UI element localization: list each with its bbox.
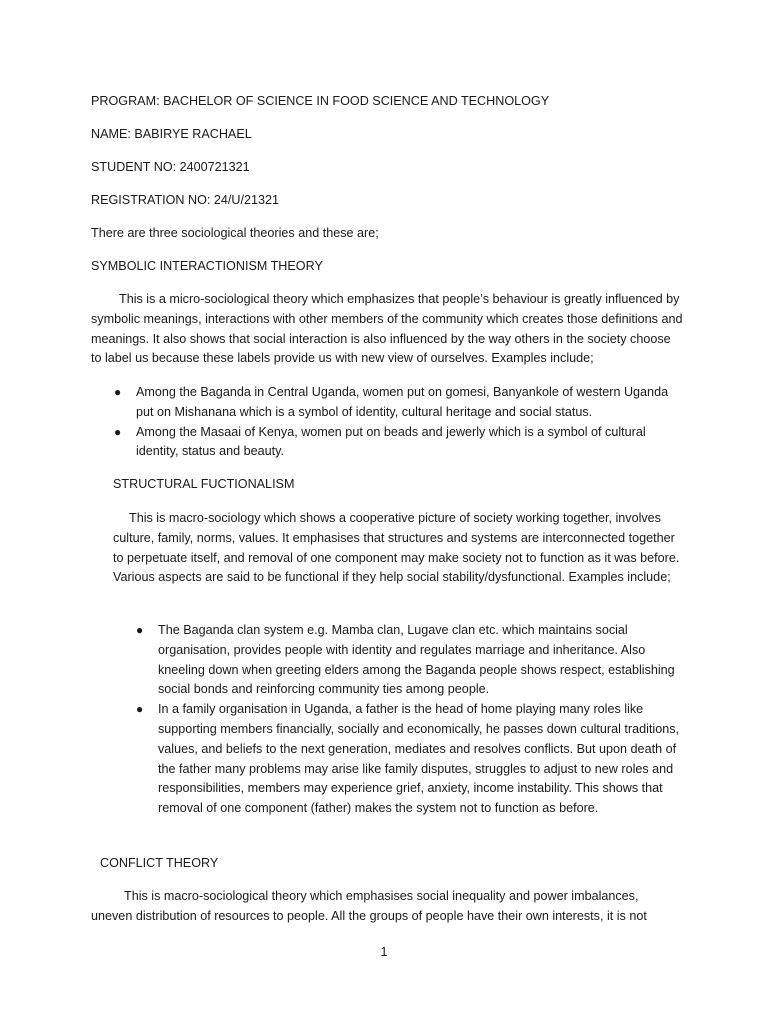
section-paragraph-structural-functionalism: This is macro-sociology which shows a cooperative picture of society working together, involves culture, family, norms, values. It emphasises that structures and systems are interconnected together to perpetuate itself, and removal of one component may make society not to function as it was before. Various aspects are said to be functional if they help social stability/dysfunctional. Examples include; [113, 511, 680, 585]
list-item-text: Among the Masaai of Kenya, women put on beads and jewerly which is a symbol of cultural identity, status and beauty. [136, 424, 646, 459]
list-item [114, 423, 680, 463]
list-item [136, 621, 682, 700]
bullet-icon: ● [136, 623, 144, 637]
list-item-text: In a family organisation in Uganda, a father is the head of home playing many roles like supporting members financially, socially and economically, he passes down cultural traditions, values, and beliefs to the next generation, mediates and resolves conflicts. But upon death of the father many problems may arise like family disputes, struggles to adjust to new roles and responsibilities, members may experience grief, anxiety, income instability. This shows that removal of one component (father) makes the system not to function as before. [158, 702, 680, 816]
list-item-text: Among the Baganda in Central Uganda, women put on gomesi, Banyankole of western Uganda put on Mishanana which is a symbol of identity, cultural heritage and social status. [136, 385, 669, 419]
list-item [136, 700, 682, 819]
bullet-icon: ● [114, 385, 122, 399]
student-number-line: STUDENT NO: 2400721321 [91, 160, 250, 174]
intro-sentence: There are three sociological theories and these are; [91, 226, 379, 240]
registration-number-line: REGISTRATION NO: 24/U/21321 [91, 193, 280, 207]
list-item [114, 383, 680, 423]
bullet-icon: ● [136, 702, 144, 717]
list-item-text: The Baganda clan system e.g. Mamba clan, Lugave clan etc. which maintains social organisation, provides people with identity and regulates marriage and inheritance. Also kneeling down when greeting elders among the Baganda people shows respect, establishing social bonds and reinforcing community ties among people. [158, 623, 675, 697]
bullet-icon: ● [114, 424, 122, 439]
section-heading-conflict-theory: CONFLICT THEORY [100, 856, 219, 870]
name-line: NAME: BABIRYE RACHAEL [91, 127, 252, 141]
section-paragraph-conflict-theory: This is macro-sociological theory which emphasises social inequality and power imbalances, uneven distribution of resources to people. All the groups of people have their own interests, it is not [91, 889, 647, 923]
section-heading-structural-functionalism: STRUCTURAL FUCTIONALISM [113, 477, 295, 491]
page-number: 1 [380, 945, 388, 959]
section-paragraph-symbolic-interactionism: This is a micro-sociological theory which emphasizes that people’s behaviour is greatly influenced by symbolic meanings, interactions with other members of the community which creates those definitions and meanings. It also shows that social interaction is also influenced by the way others in the society choose to label us because these labels provide us with new view of ourselves. Examples include; [91, 292, 683, 366]
section-heading-symbolic-interactionism: SYMBOLIC INTERACTIONISM THEORY [91, 259, 323, 273]
program-line: PROGRAM: BACHELOR OF SCIENCE IN FOOD SCIENCE AND TECHNOLOGY [91, 94, 550, 108]
bullet-list-symbolic-interactionism [114, 383, 680, 462]
bullet-list-structural-functionalism [136, 621, 682, 819]
